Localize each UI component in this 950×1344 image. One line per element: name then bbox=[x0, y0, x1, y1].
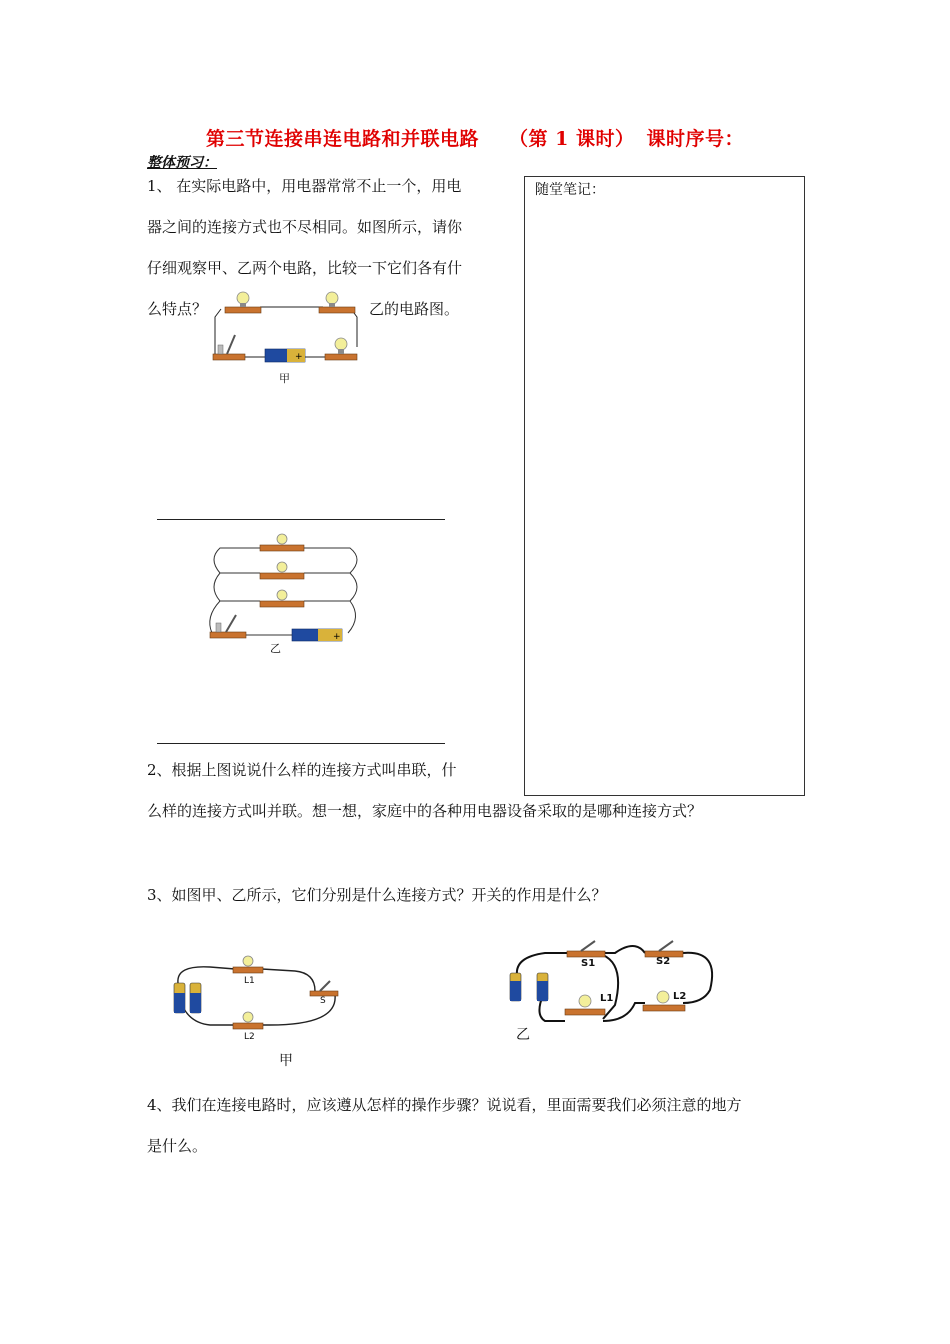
title-main: 第三节连接串连电路和并联电路 bbox=[206, 128, 480, 150]
svg-text:+: + bbox=[333, 632, 341, 642]
answer-line-2 bbox=[157, 743, 445, 744]
q3b-s1-label: S1 bbox=[581, 958, 596, 969]
q3a-l1-label: L1 bbox=[244, 976, 255, 986]
q1-line-1: 1、 在实际电路中，用电器常常不止一个，用电 bbox=[147, 177, 462, 195]
q3b-s2-label: S2 bbox=[656, 956, 671, 967]
q1-line-3: 仔细观察甲、乙两个电路，比较一下它们各有什 bbox=[147, 259, 463, 277]
q3-series-figure bbox=[170, 955, 345, 1040]
q1-tail: 乙的电路图。 bbox=[369, 300, 460, 318]
q2-line-1: 2、根据上图说说什么样的连接方式叫串联，什 bbox=[147, 761, 457, 779]
notes-label: 随堂笔记： bbox=[535, 182, 605, 198]
notes-box[interactable] bbox=[524, 176, 805, 796]
q3b-l2-label: L2 bbox=[673, 991, 687, 1002]
fig-b-label: 乙 bbox=[270, 642, 281, 655]
q4-line-2: 是什么。 bbox=[147, 1137, 208, 1155]
answer-line-1 bbox=[157, 519, 445, 520]
q3b-l1-label: L1 bbox=[600, 993, 614, 1004]
svg-text:+: + bbox=[295, 352, 303, 362]
q1-line-2: 器之间的连接方式也不尽相同。如图所示，请你 bbox=[147, 218, 463, 236]
section-heading: 整体预习： bbox=[147, 155, 217, 171]
fig-a-label: 甲 bbox=[279, 372, 290, 385]
title-serial: 课时序号： bbox=[646, 128, 744, 150]
q3-parallel-figure bbox=[505, 935, 720, 1030]
q4-line-1: 4、我们在连接电路时，应该遵从怎样的操作步骤？说说看，里面需要我们必须注意的地方 bbox=[147, 1096, 742, 1114]
page-title bbox=[0, 124, 950, 151]
parallel-circuit-figure bbox=[200, 535, 370, 645]
q3b-caption: 乙 bbox=[516, 1027, 530, 1043]
q3a-s-label: S bbox=[320, 996, 326, 1006]
title-period: （第 1 课时） bbox=[509, 128, 635, 150]
q3a-l2-label: L2 bbox=[244, 1032, 255, 1042]
q1-line-4: 么特点？ bbox=[147, 300, 208, 318]
q3-text: 3、如图甲、乙所示，它们分别是什么连接方式？开关的作用是什么？ bbox=[147, 886, 607, 904]
q2-line-2: 么样的连接方式叫并联。想一想，家庭中的各种用电器设备采取的是哪种连接方式？ bbox=[147, 802, 703, 820]
q3a-caption: 甲 bbox=[279, 1053, 293, 1069]
